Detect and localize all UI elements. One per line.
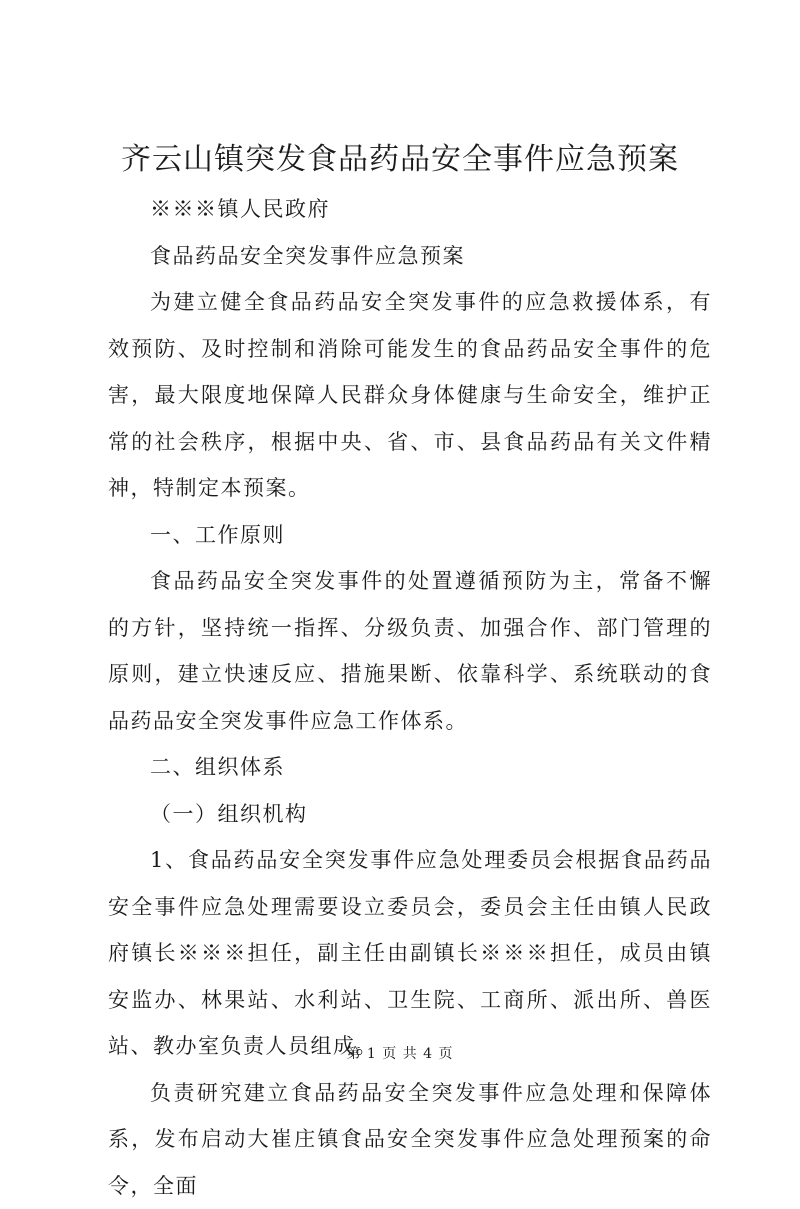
paragraph-purpose: 为建立健全食品药品安全突发事件的应急救援体系，有效预防、及时控制和消除可能发生的食品药品安全事件的危害，最大限度地保障人民群众身体健康与生命安全，维护正常的社会秩序，根据中央、省、市、县食品药品有关文件精神，特制定本预案。 [108, 279, 712, 512]
paragraph-responsibilities: 负责研究建立食品药品安全突发事件应急处理和保障体系，发布启动大崔庄镇食品安全突发事件应急处理预案的命令，全面 [108, 1070, 712, 1209]
paragraph-subtitle: 食品药品安全突发事件应急预案 [108, 233, 712, 280]
heading-organization-structure: （一）组织机构 [108, 791, 712, 838]
page-number-footer: 第 1 页 共 4 页 [0, 1044, 800, 1064]
heading-work-principles: 一、工作原则 [108, 512, 712, 559]
paragraph-principles: 食品药品安全突发事件的处置遵循预防为主，常备不懈的方针，坚持统一指挥、分级负责、加强合作、部门管理的原则，建立快速反应、措施果断、依靠科学、系统联动的食品药品安全突发事件应急工作体系。 [108, 558, 712, 744]
paragraph-committee: 1、食品药品安全突发事件应急处理委员会根据食品药品安全事件应急处理需要设立委员会，委员会主任由镇人民政府镇长※※※担任，副主任由副镇长※※※担任，成员由镇安监办、林果站、水利站、卫生院、工商所、派出所、兽医站、教办室负责人员组成。 [108, 837, 712, 1070]
heading-organization-system: 二、组织体系 [108, 744, 712, 791]
document-title: 齐云山镇突发食品药品安全事件应急预案 [0, 138, 800, 182]
paragraph-issuer: ※※※镇人民政府 [108, 186, 712, 233]
